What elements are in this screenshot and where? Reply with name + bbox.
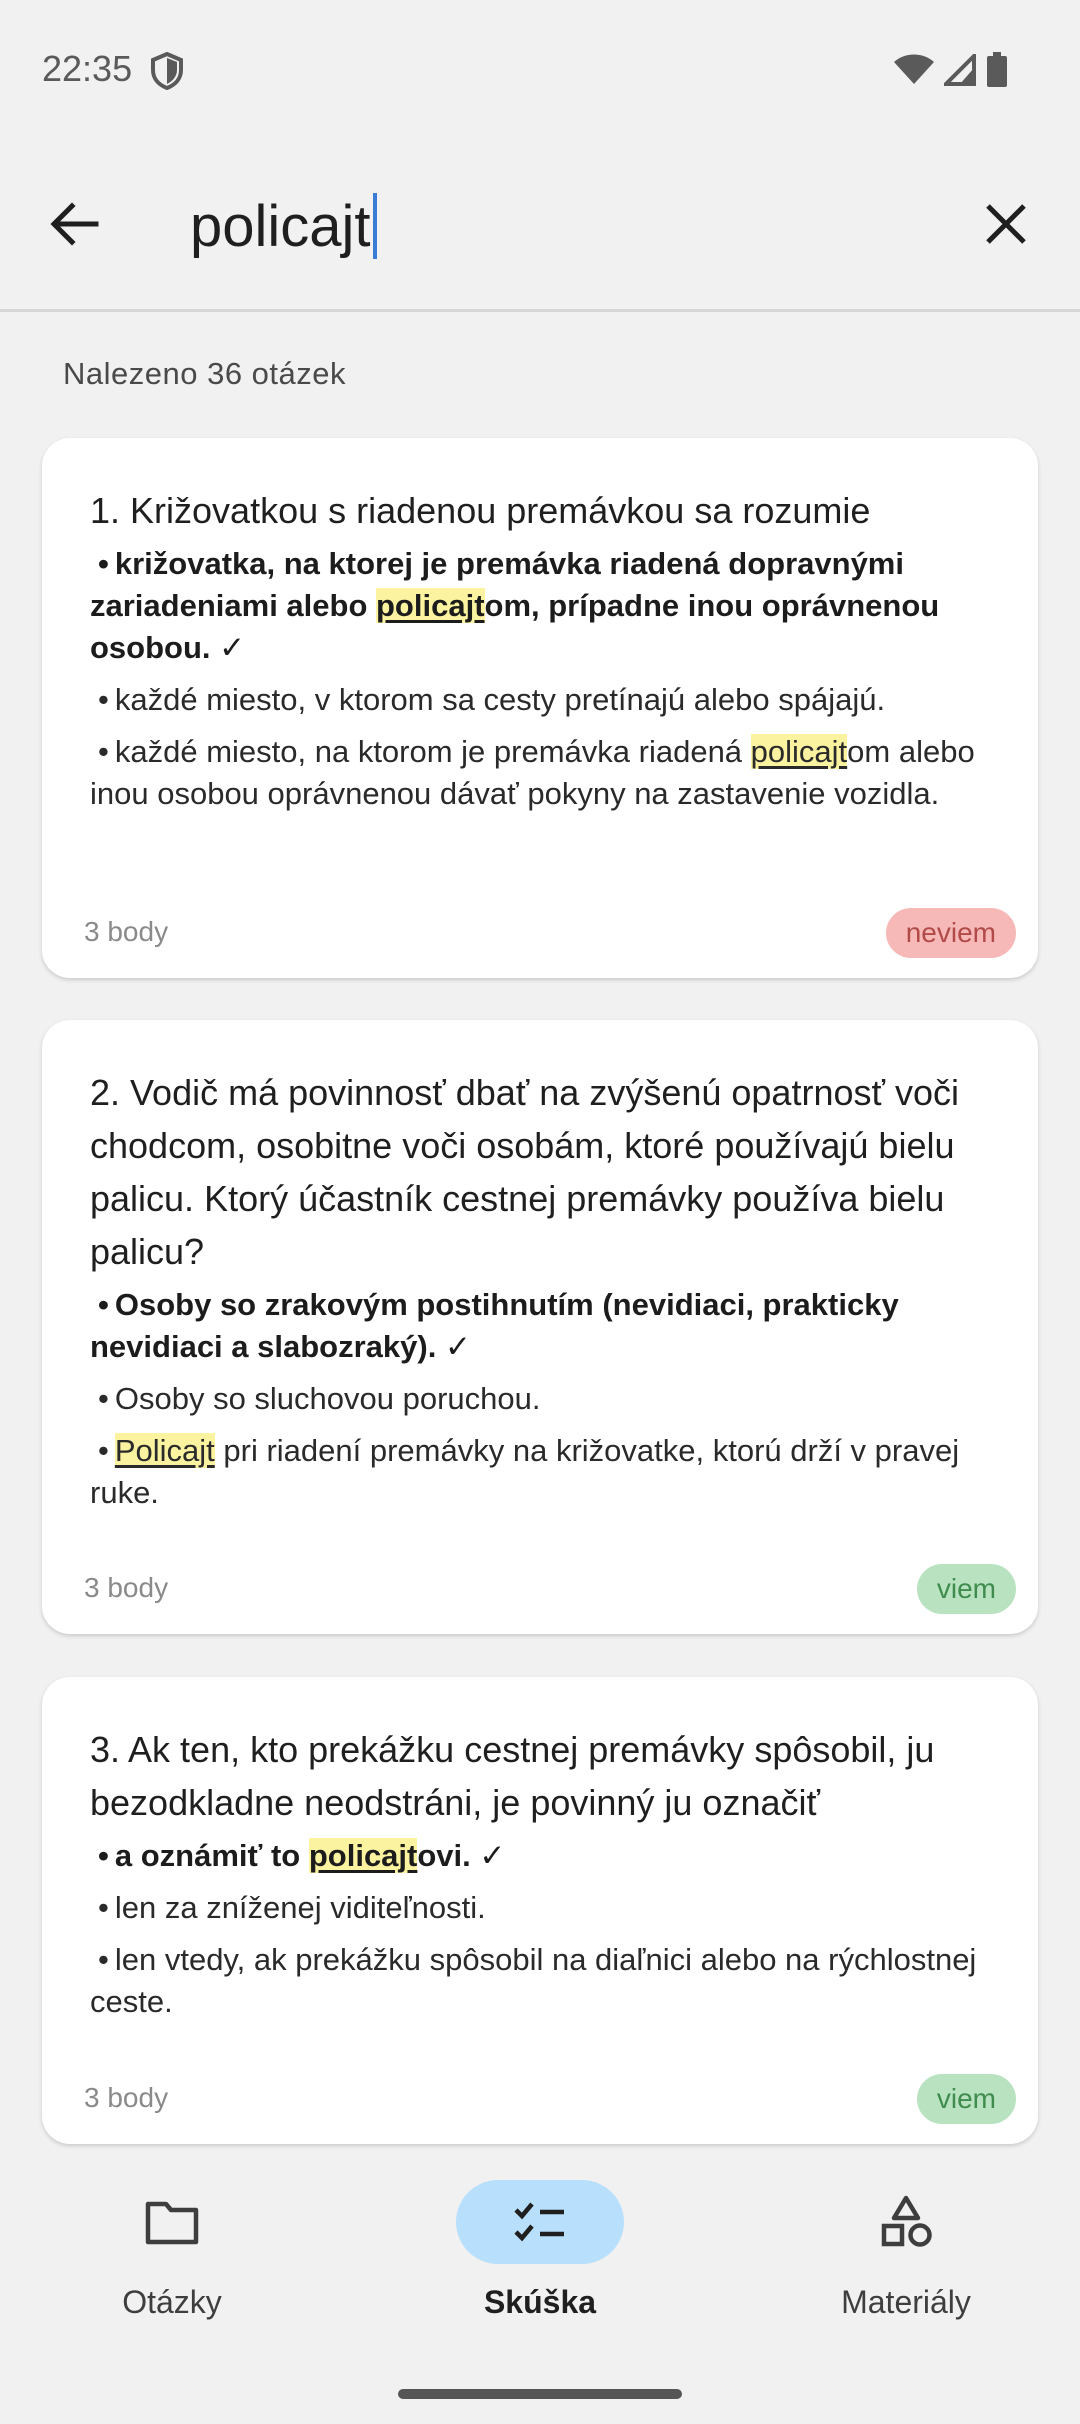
search-query-text: policajt: [190, 193, 371, 259]
answer-option: • každé miesto, na ktorom je premávka riadená policajtom alebo inou osobou oprávnenou dávať pokyny na zastavenie vozidla.: [90, 734, 975, 811]
answer-option: • Osoby so zrakovým postihnutím (nevidiaci, prakticky nevidiaci a slabozraký). ✓: [90, 1287, 899, 1364]
shield-icon: [150, 52, 184, 95]
answer-option: • len za zníženej viditeľnosti.: [98, 1890, 486, 1925]
search-bar: [0, 140, 1080, 312]
nav-item-skuska[interactable]: [390, 2180, 690, 2321]
question-card[interactable]: [42, 438, 1038, 978]
system-icons: [894, 52, 1008, 93]
answer-option: • a oznámiť to policajtovi. ✓: [98, 1838, 506, 1873]
answer-option: • Policajt pri riadení premávky na križovatke, ktorú drží v pravej ruke.: [90, 1433, 960, 1510]
points-label: 3 body: [84, 1572, 169, 1603]
answer-option: • každé miesto, v ktorom sa cesty pretínajú alebo spájajú.: [98, 682, 886, 717]
card-footer: [84, 908, 1016, 958]
status-badge: viem: [917, 1564, 1016, 1614]
status-badge: viem: [917, 2074, 1016, 2124]
bottom-navigation: [0, 2150, 1080, 2424]
question-card[interactable]: [42, 1677, 1038, 2144]
home-indicator[interactable]: [398, 2389, 682, 2399]
search-highlight: Policajt: [114, 1433, 215, 1468]
text-caret: [373, 193, 377, 259]
nav-item-materialy[interactable]: [756, 2180, 1056, 2321]
question-card[interactable]: [42, 1020, 1038, 1634]
shapes-icon: [822, 2180, 990, 2264]
search-highlight: policajt: [308, 1838, 418, 1873]
nav-label: Materiály: [841, 2284, 971, 2320]
question-title: 2. Vodič má povinnosť dbať na zvýšenú opatrnosť voči chodcom, osobitne voči osobám, ktoré používajú bielu palicu. Ktorý účastník cestnej premávky používa bielu palicu?: [90, 1072, 960, 1272]
results-count: Nalezeno 36 otázek: [63, 356, 347, 391]
nav-label: Otázky: [122, 2284, 222, 2320]
points-label: 3 body: [84, 2082, 169, 2113]
search-highlight: policajt: [750, 734, 848, 769]
back-arrow-icon[interactable]: [46, 196, 102, 252]
wifi-icon: [894, 54, 934, 91]
nav-item-otazky[interactable]: [22, 2180, 322, 2321]
nav-label: Skúška: [483, 2284, 597, 2320]
status-badge: neviem: [886, 908, 1016, 958]
question-title: 1. Križovatkou s riadenou premávkou sa rozumie: [90, 490, 871, 531]
checklist-icon: [456, 2180, 624, 2264]
search-input[interactable]: [190, 190, 377, 262]
folder-icon: [88, 2180, 256, 2264]
answer-option: • križovatka, na ktorej je premávka riadená dopravnými zariadeniami alebo policajtom, prípadne inou oprávnenou osobou. ✓: [90, 546, 940, 665]
status-time: 22:35: [42, 48, 133, 89]
card-footer: [84, 2074, 1016, 2124]
status-bar: [0, 0, 1080, 140]
points-label: 3 body: [84, 916, 169, 947]
battery-icon: [986, 52, 1008, 93]
search-highlight: policajt: [376, 588, 485, 623]
question-title: 3. Ak ten, kto prekážku cestnej premávky spôsobil, ju bezodkladne neodstráni, je povinný ju označiť: [90, 1729, 935, 1823]
card-footer: [84, 1564, 1016, 1614]
answer-option: • Osoby so sluchovou poruchou.: [98, 1381, 541, 1416]
close-icon[interactable]: [982, 200, 1030, 248]
answer-option: • len vtedy, ak prekážku spôsobil na diaľnici alebo na rýchlostnej ceste.: [90, 1942, 977, 2019]
signal-icon: [944, 54, 976, 91]
